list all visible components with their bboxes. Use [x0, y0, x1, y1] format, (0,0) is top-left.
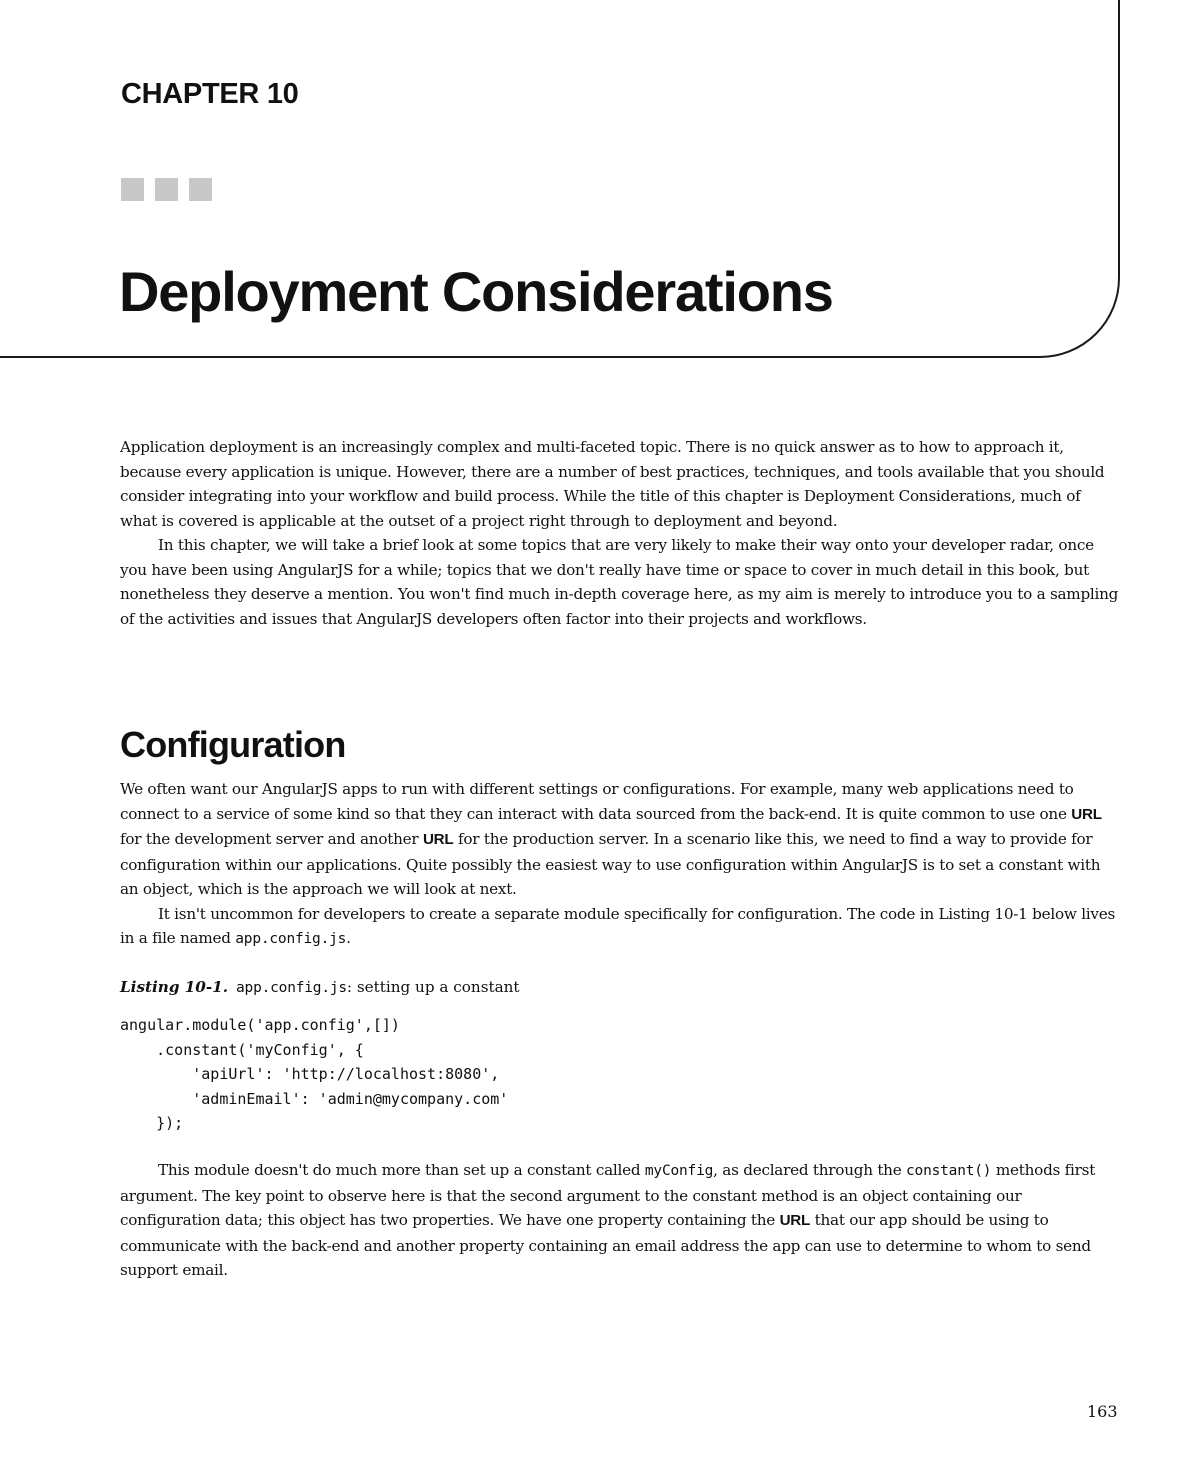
url-term: URL: [779, 1212, 811, 1229]
text-run: for the production server. In a scenario like this, we need to find a way to provide for configuration within our applications. Quite possibly the easiest way to use configuration within AngularJS is to set a constant with an object, which is the approach we will look at next.: [120, 830, 1101, 898]
listing-label: Listing 10-1.: [120, 978, 229, 996]
intro-text: [120, 435, 1120, 631]
code-listing: angular.module('app.config',[]) .constant('myConfig', { 'apiUrl': 'http://localhost:8080', 'adminEmail': 'admin@mycompany.com' });: [120, 1016, 509, 1132]
chapter-ornament: [121, 178, 212, 201]
intro-paragraph-1: Application deployment is an increasingly complex and multi-faceted topic. There is no quick answer as to how to approach it, because every application is unique. However, there are a number of best practices, techniques, and tools available that you should consider integrating into your workflow and build process. While the title of this chapter is Deployment Considerations, much of what is covered is applicable at the outset of a project right through to deployment and beyond.: [120, 438, 1105, 530]
text-run: , as declared through the: [713, 1161, 907, 1179]
text-run: that our app should be using to communicate with the back-end and another property containing an email address the app can use to determine to whom to send support email.: [120, 1211, 1091, 1279]
text-run: It isn't uncommon for developers to create a separate module specifically for configuration. The code in Listing 10-1 below lives in a file named: [120, 904, 1116, 947]
ornament-square: [121, 178, 144, 201]
listing-filename: app.config.js: [236, 980, 347, 996]
text-run: .: [346, 929, 351, 947]
page-number: 163: [1087, 1402, 1118, 1421]
text-run: We often want our AngularJS apps to run with different settings or configurations. For example, many web applications need to connect to a service of some kind so that they can interact with data sourced from the back-end. It is quite common to use one: [120, 780, 1074, 823]
config-paragraph-2: [120, 902, 1120, 952]
inline-code: app.config.js: [235, 931, 347, 947]
chapter-title: Deployment Considerations: [119, 260, 833, 323]
intro-paragraph-2: In this chapter, we will take a brief look at some topics that are very likely to make their way onto your developer radar, once you have been using AngularJS for a while; topics that we don't really have time or space to cover in much detail in this book, but nonetheless they deserve a mention. You won't find much in-depth coverage here, as my aim is merely to introduce you to a sampling of the activities and issues that AngularJS developers often factor into their projects and workflows.: [120, 536, 1119, 628]
config-paragraph-3: [120, 1158, 1120, 1283]
ornament-square: [189, 178, 212, 201]
section-text: [120, 777, 1120, 952]
chapter-label: CHAPTER 10: [121, 78, 299, 110]
text-run: for the development server and another: [120, 830, 423, 848]
inline-code: constant(): [906, 1163, 992, 1179]
url-term: URL: [422, 831, 454, 848]
section-heading: Configuration: [120, 724, 346, 765]
text-run: This module doesn't do much more than set up a constant called: [158, 1161, 645, 1179]
ornament-square: [155, 178, 178, 201]
listing-caption: [120, 975, 520, 1001]
url-term: URL: [1071, 805, 1102, 823]
config-paragraph-1: [120, 777, 1120, 902]
inline-code: myConfig: [644, 1163, 714, 1179]
text-run: methods first argument. The key point to observe here is that the second argument to the constant method is an object containing our configuration data; this object has two properties. We have one property containing the: [120, 1161, 1096, 1229]
listing-description: : setting up a constant: [346, 978, 520, 996]
section-text-2: [120, 1158, 1120, 1283]
